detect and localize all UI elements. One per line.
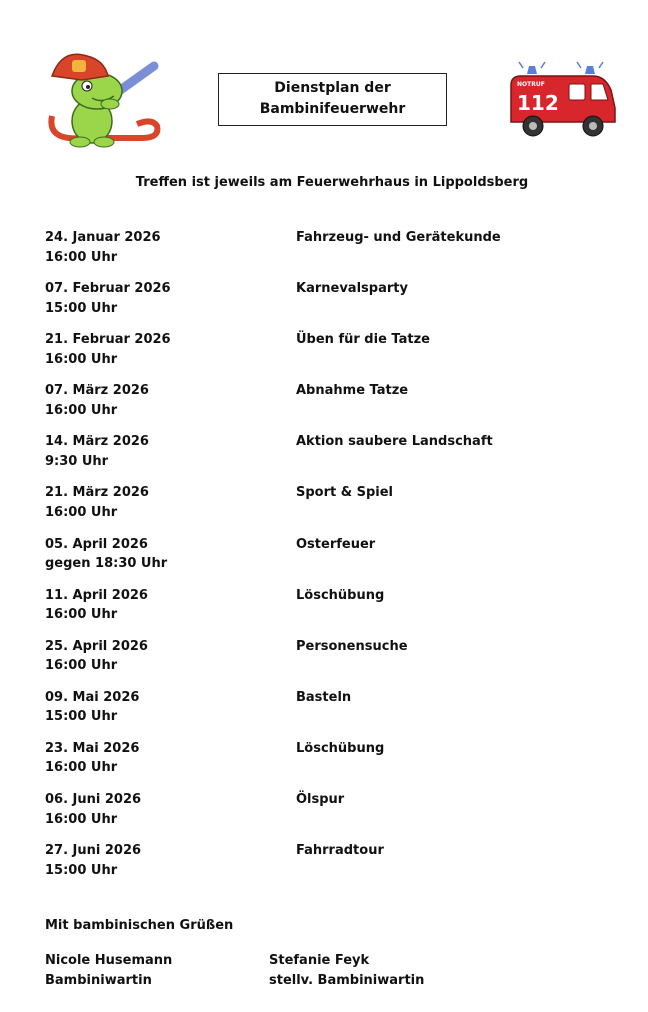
entry-event: Ölspur [296,792,345,808]
entry-time: 16:00 Uhr [45,658,118,674]
entry-event: Löschübung [296,587,385,603]
schedule-entry [45,279,605,330]
meeting-location-note: Treffen ist jeweils am Feuerwehrhaus in Lippoldsberg [135,175,529,190]
title-line-2: Bambinifeuerwehr [259,101,406,117]
schedule-entry [45,330,605,381]
schedule-entry [45,841,605,892]
schedule-entry [45,790,605,841]
entry-event: Aktion saubere Landschaft [296,434,493,450]
signature-block-2 [269,951,424,991]
entry-date: 21. Februar 2026 [45,332,171,348]
entry-event: Sport & Spiel [296,485,394,501]
entry-event: Üben für die Tatze [296,332,430,348]
entry-date: 25. April 2026 [45,638,148,654]
entry-time: gegen 18:30 Uhr [45,556,168,572]
entry-time: 15:00 Uhr [45,862,118,878]
entry-date: 23. Mai 2026 [45,740,140,756]
schedule-entry [45,586,605,637]
signature-block-1 [45,951,172,991]
emergency-number: 112 [517,91,559,115]
entry-event: Fahrradtour [296,843,384,859]
entry-event: Fahrzeug- und Gerätekunde [296,230,501,245]
schedule-entry [45,637,605,688]
entry-event: Löschübung [296,740,385,756]
entry-date: 21. März 2026 [45,485,149,501]
entry-time: 16:00 Uhr [45,811,118,827]
entry-time: 15:00 Uhr [45,709,118,725]
entry-event: Personensuche [296,638,408,654]
signature-role: stellv. Bambiniwartin [269,973,425,988]
entry-date: 09. Mai 2026 [45,689,140,705]
entry-event: Abnahme Tatze [296,383,409,399]
truck-label: NOTRUF [517,81,545,88]
document-title [218,73,447,126]
entry-date: 24. Januar 2026 [45,230,161,245]
entry-event: Karnevalsparty [296,281,408,297]
title-line-1: Dienstplan der [274,80,391,96]
schedule-entry [45,381,605,432]
schedule-entry [45,432,605,483]
entry-time: 16:00 Uhr [45,760,118,776]
entry-time: 16:00 Uhr [45,249,118,265]
entry-date: 07. Februar 2026 [45,281,171,297]
schedule-list [45,228,605,892]
entry-time: 16:00 Uhr [45,402,118,418]
schedule-entry [45,688,605,739]
entry-time: 16:00 Uhr [45,504,118,520]
entry-date: 11. April 2026 [45,587,148,603]
signature-name: Nicole Husemann [45,953,173,968]
entry-time: 9:30 Uhr [45,453,109,469]
schedule-entry [45,228,605,279]
entry-time: 16:00 Uhr [45,607,118,623]
fire-truck-logo [505,60,620,146]
entry-date: 05. April 2026 [45,536,148,552]
entry-time: 15:00 Uhr [45,300,118,316]
entry-event: Osterfeuer [296,536,376,552]
entry-time: 16:00 Uhr [45,351,118,367]
dragon-firefighter-logo [42,46,164,156]
entry-date: 27. Juni 2026 [45,843,142,859]
entry-date: 06. Juni 2026 [45,792,142,808]
schedule-entry [45,483,605,534]
signature-role: Bambiniwartin [45,973,152,988]
entry-date: 14. März 2026 [45,434,149,450]
entry-date: 07. März 2026 [45,383,149,399]
schedule-entry [45,739,605,790]
signature-name: Stefanie Feyk [269,953,370,968]
entry-event: Basteln [296,689,352,705]
closing-greeting: Mit bambinischen Grüßen [45,918,234,933]
schedule-entry [45,535,605,586]
